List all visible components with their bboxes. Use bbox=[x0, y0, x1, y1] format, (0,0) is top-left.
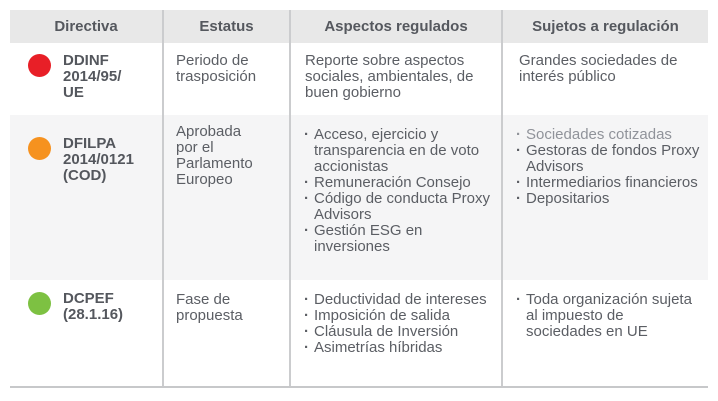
status-dot-red bbox=[28, 54, 51, 77]
status-dot-orange bbox=[28, 137, 51, 160]
column-header-sujetos-regulacion bbox=[501, 10, 708, 43]
bullet-text: Remuneración Consejo bbox=[314, 174, 471, 191]
cell-estatus-dfilpa bbox=[162, 115, 289, 280]
status-dot-green bbox=[28, 292, 51, 315]
directiva-line: (COD) bbox=[63, 167, 107, 184]
estatus-text: Fase de propuesta bbox=[176, 291, 243, 324]
list-item bbox=[516, 292, 702, 340]
bullet-text: Gestoras de fondos Proxy Advisors bbox=[526, 142, 700, 175]
column-header-directiva bbox=[10, 10, 162, 43]
regulation-table bbox=[10, 10, 708, 388]
sujetos-bullet-list bbox=[503, 280, 708, 340]
list-item bbox=[304, 191, 495, 223]
bullet-dot: · bbox=[516, 174, 521, 191]
aspectos-text: Reporte sobre aspectos sociales, ambientales, de buen gobierno bbox=[305, 52, 474, 101]
bullet-dot: · bbox=[516, 126, 521, 143]
list-item bbox=[304, 324, 495, 340]
list-item bbox=[304, 292, 495, 308]
directiva-line: UE bbox=[63, 84, 84, 101]
bullet-dot: · bbox=[304, 339, 309, 356]
aspectos-bullet-list bbox=[291, 280, 501, 356]
bullet-text: Deductividad de intereses bbox=[314, 291, 487, 308]
bullet-dot: · bbox=[304, 307, 309, 324]
cell-directiva-dfilpa bbox=[10, 115, 162, 280]
directiva-name bbox=[63, 53, 121, 101]
directiva-name bbox=[63, 136, 134, 184]
cell-estatus-ddinf bbox=[162, 43, 289, 115]
bullet-text: Código de conducta Proxy Advisors bbox=[314, 190, 490, 223]
cell-estatus-dcpef bbox=[162, 280, 289, 386]
directiva-line: DCPEF bbox=[63, 290, 114, 307]
column-header-aspectos-regulados bbox=[289, 10, 501, 43]
bullet-text: Cláusula de Inversión bbox=[314, 323, 459, 340]
bullet-text: Toda organización sujeta al impuesto de sociedades en UE bbox=[526, 291, 692, 340]
column-header-label: Aspectos regulados bbox=[324, 18, 468, 35]
cell-sujetos-dcpef bbox=[501, 280, 708, 386]
bullet-text: Asimetrías híbridas bbox=[314, 339, 443, 356]
sujetos-text: Grandes sociedades de interés público bbox=[519, 52, 678, 85]
cell-directiva-ddinf bbox=[10, 43, 162, 115]
list-item bbox=[304, 223, 495, 255]
bullet-text: Imposición de salida bbox=[314, 307, 450, 324]
sujetos-bullet-list bbox=[503, 115, 708, 207]
list-item bbox=[304, 175, 495, 191]
column-header-estatus bbox=[162, 10, 289, 43]
bullet-dot: · bbox=[304, 291, 309, 308]
cell-aspectos-dcpef bbox=[289, 280, 501, 386]
list-item bbox=[304, 127, 495, 175]
estatus-text: Aprobada por el Parlamento Europeo bbox=[176, 123, 253, 188]
bullet-text: Depositarios bbox=[526, 190, 610, 207]
cell-aspectos-ddinf bbox=[289, 43, 501, 115]
list-item bbox=[304, 308, 495, 324]
estatus-text: Periodo de trasposición bbox=[176, 52, 257, 85]
cell-sujetos-ddinf bbox=[501, 43, 708, 115]
list-item bbox=[516, 191, 702, 207]
bullet-dot: · bbox=[516, 190, 521, 207]
bullet-dot: · bbox=[516, 142, 521, 159]
column-header-label: Estatus bbox=[199, 18, 254, 35]
bullet-dot: · bbox=[516, 291, 521, 308]
directiva-line: DDINF bbox=[63, 52, 109, 69]
column-header-label: Sujetos a regulación bbox=[532, 18, 679, 35]
bullet-dot: · bbox=[304, 323, 309, 340]
list-item bbox=[516, 175, 702, 191]
bullet-text: Intermediarios financieros bbox=[526, 174, 698, 191]
list-item bbox=[516, 127, 702, 143]
directiva-line: 2014/0121 bbox=[63, 151, 134, 168]
cell-directiva-dcpef bbox=[10, 280, 162, 386]
cell-aspectos-dfilpa bbox=[289, 115, 501, 280]
bullet-dot: · bbox=[304, 126, 309, 143]
aspectos-bullet-list bbox=[291, 115, 501, 255]
bullet-text: Sociedades cotizadas bbox=[526, 126, 672, 143]
cell-sujetos-dfilpa bbox=[501, 115, 708, 280]
list-item bbox=[304, 340, 495, 356]
directiva-name bbox=[63, 291, 123, 323]
list-item bbox=[516, 143, 702, 175]
directiva-line: 2014/95/ bbox=[63, 68, 122, 85]
bullet-dot: · bbox=[304, 222, 309, 239]
column-header-label: Directiva bbox=[54, 18, 118, 35]
directiva-line: DFILPA bbox=[63, 135, 117, 152]
directiva-line: (28.1.16) bbox=[63, 306, 124, 323]
bullet-text: Acceso, ejercicio y transparencia en de voto accionistas bbox=[314, 126, 480, 175]
bullet-dot: · bbox=[304, 174, 309, 191]
bullet-dot: · bbox=[304, 190, 309, 207]
bullet-text: Gestión ESG en inversiones bbox=[314, 222, 423, 255]
